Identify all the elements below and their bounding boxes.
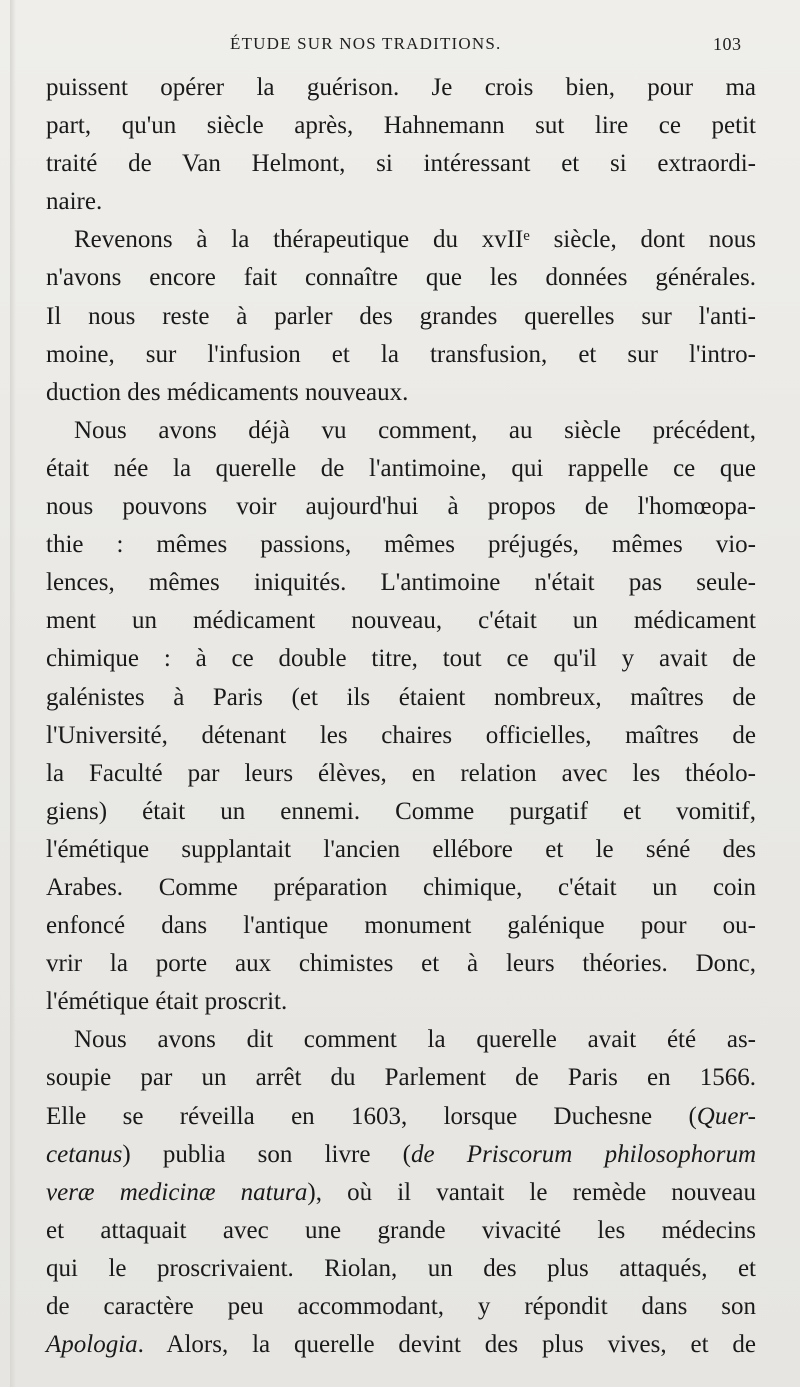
text-line: moine, sur l'infusion et la transfusion, et sur l'intro-	[46, 340, 756, 368]
text-line: enfoncé dans l'antique monument galénique pour ou-	[46, 912, 756, 940]
text-line: thie : mêmes passions, mêmes préjugés, mêmes vio-	[46, 531, 756, 559]
text-line: puissent opérer la guérison. Je crois bien, pour ma	[46, 74, 756, 101]
text-line: l'émétique supplantait l'ancien ellébore et le séné des	[46, 835, 756, 863]
text-line: naire.	[46, 188, 103, 216]
italic-citation: cetanus	[46, 1140, 123, 1168]
text-line	[46, 1174, 756, 1212]
text-line: lences, mêmes iniquités. L'antimoine n'était pas seule-	[46, 569, 756, 597]
text-line: Arabes. Comme préparation chimique, c'était un coin	[46, 873, 756, 901]
running-title: ÉTUDE SUR NOS TRADITIONS.	[230, 34, 502, 53]
text-line: chimique : à ce double titre, tout ce qu'il y avait de	[46, 645, 756, 673]
text-line: traité de Van Helmont, si intéressant et si extraordi-	[46, 150, 756, 178]
text-line: et attaquait avec une grande vivacité les médecins	[46, 1216, 756, 1244]
text-line: l'Université, détenant les chaires officielles, maîtres de	[46, 721, 756, 749]
text-line	[46, 1326, 756, 1364]
text-line: n'avons encore fait connaître que les données générales.	[46, 264, 756, 292]
text-line: vrir la porte aux chimistes et à leurs théories. Donc,	[46, 950, 756, 978]
text-line: Nous avons dit comment la querelle avait été as-	[74, 1026, 756, 1054]
text-line	[46, 1136, 756, 1174]
text-line: de caractère peu accommodant, y répondit dans son	[46, 1293, 756, 1320]
body-text	[46, 69, 756, 1364]
text-segment: Elle se réveilla en 1603, lorsque Duchesne (	[46, 1102, 697, 1130]
text-line: Il nous reste à parler des grandes querelles sur l'anti-	[46, 302, 756, 330]
text-line: galénistes à Paris (et ils étaient nombreux, maîtres de	[46, 683, 756, 711]
text-line: Nous avons déjà vu comment, au siècle précédent,	[74, 416, 756, 444]
page-gutter-shadow	[10, 0, 16, 1387]
italic-citation: Quer-	[696, 1102, 756, 1130]
text-line: était née la querelle de l'antimoine, qui rappelle ce que	[46, 454, 756, 482]
text-segment: ), où il vantait le remède nouveau	[307, 1178, 756, 1206]
text-line: qui le proscrivaient. Riolan, un des plus attaqués, et	[46, 1254, 756, 1282]
text-line: duction des médicaments nouveaux.	[46, 378, 409, 406]
text-line: nous pouvons voir aujourd'hui à propos de l'homœopa-	[46, 493, 756, 521]
italic-book-title: veræ medicinæ natura	[46, 1178, 308, 1206]
page-header	[0, 34, 800, 58]
text-line: soupie par un arrêt du Parlement de Paris en 1566.	[46, 1064, 756, 1092]
text-line: l'émétique était proscrit.	[46, 988, 288, 1016]
text-line	[46, 1098, 756, 1136]
text-segment: . Alors, la querelle devint des plus vives, et de	[137, 1331, 756, 1359]
text-segment: ) publia son livre (	[122, 1140, 411, 1168]
text-line: ment un médicament nouveau, c'était un médicament	[46, 607, 756, 635]
text-line: part, qu'un siècle après, Hahnemann sut lire ce petit	[46, 112, 756, 140]
text-line: giens) était un ennemi. Comme purgatif et vomitif,	[46, 797, 756, 825]
text-line: la Faculté par leurs élèves, en relation avec les théolo-	[46, 759, 756, 787]
page-number: 103	[713, 34, 742, 54]
italic-book-title: Apologia	[46, 1331, 138, 1359]
italic-book-title: de Priscorum philosophorum	[410, 1140, 756, 1168]
text-line: Revenons à la thérapeutique du xvIIᵉ siècle, dont nous	[74, 226, 756, 254]
